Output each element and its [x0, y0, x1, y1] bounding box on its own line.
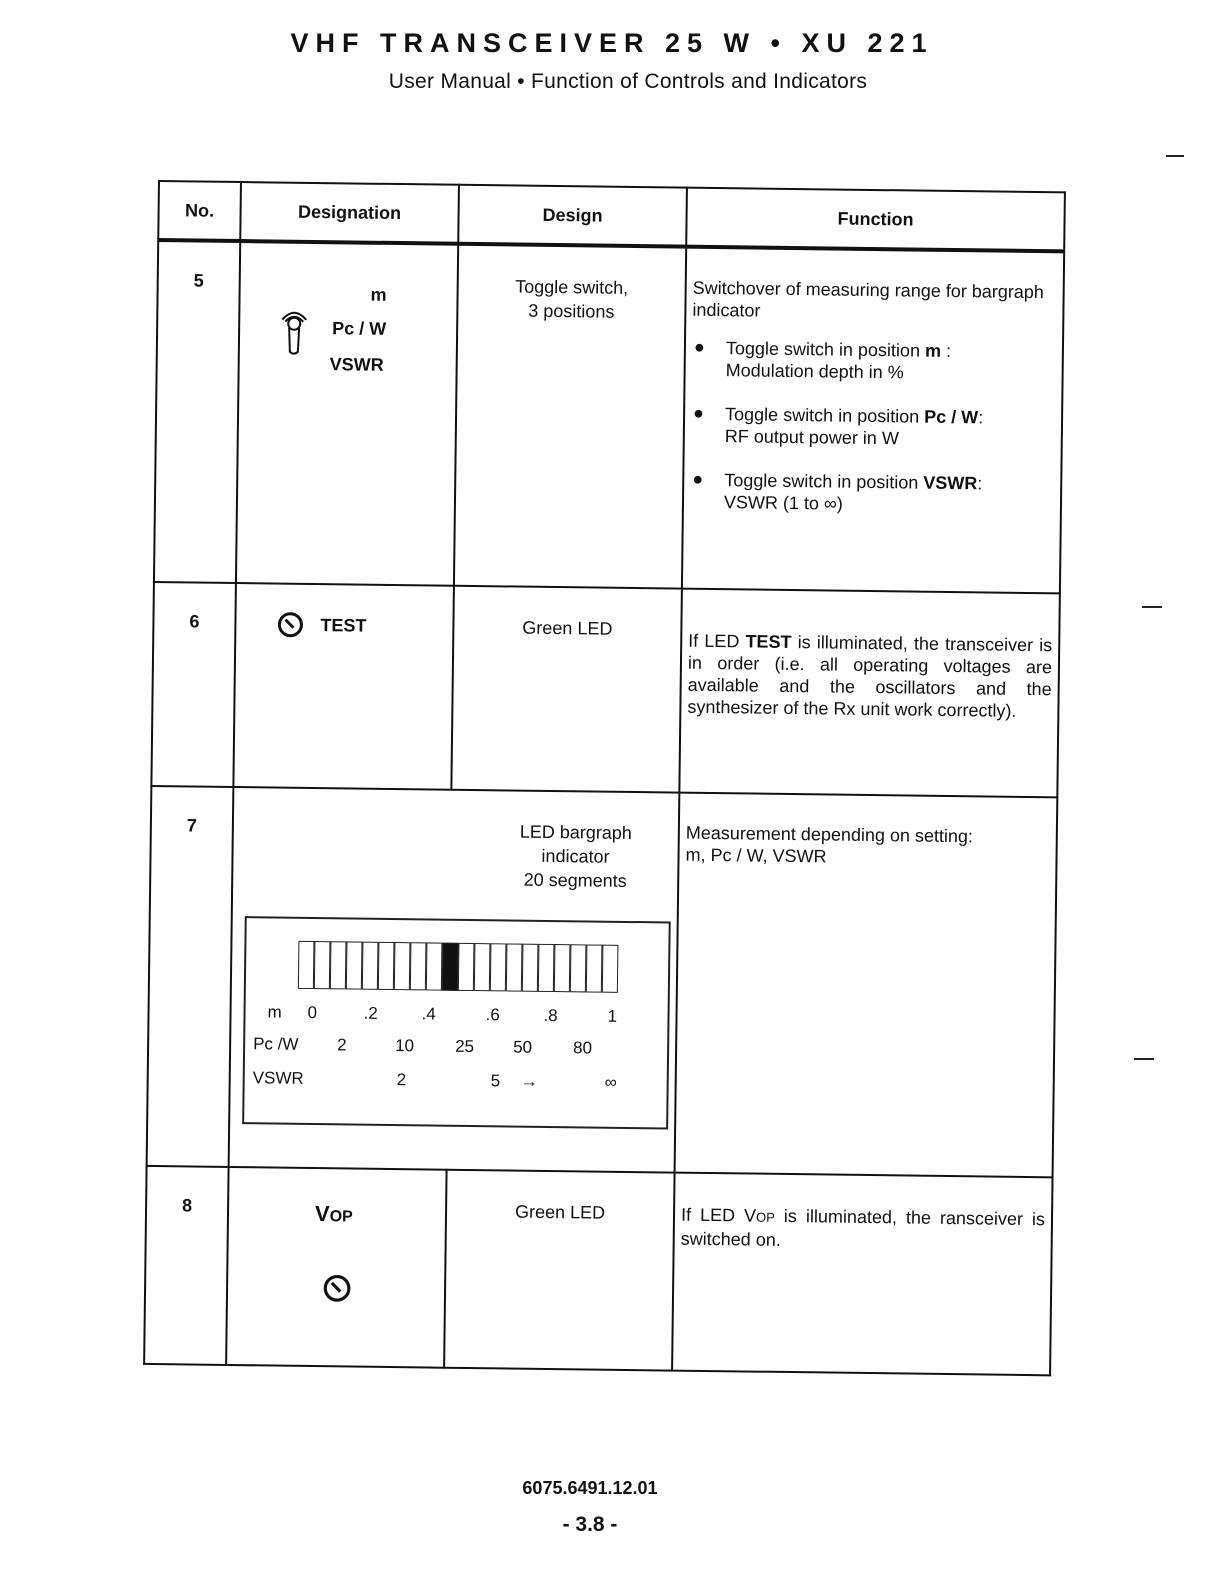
row-number: 8 — [144, 1166, 228, 1365]
margin-mark — [1134, 1058, 1154, 1060]
table-row — [144, 1166, 1052, 1375]
list-item — [692, 337, 1057, 386]
bullet-text: : RF output power in W — [724, 407, 984, 449]
scale-row-m — [245, 1002, 667, 1027]
infinity-icon: ∞ — [604, 1072, 617, 1092]
designation-cell — [236, 241, 458, 586]
list-item — [691, 403, 1056, 452]
design-cell: Green LED — [451, 586, 682, 793]
led-icon — [322, 1273, 352, 1303]
bargraph-segment — [586, 944, 603, 992]
scale-tick: .4 — [421, 1004, 436, 1024]
bargraph-segment — [490, 943, 507, 991]
bullet-text: : VSWR (1 to ∞) — [723, 473, 983, 514]
bullet-text: Toggle switch in position — [725, 338, 926, 361]
scale-name: m — [267, 1002, 282, 1022]
bullet-text: Toggle switch in position — [724, 470, 924, 493]
bargraph-segment — [394, 942, 411, 990]
bargraph-segment — [410, 942, 427, 990]
design-cell: Green LED — [444, 1170, 674, 1371]
switch-position-vswr: VSWR — [329, 354, 384, 375]
scale-row-vswr — [245, 1068, 667, 1093]
table-row — [151, 582, 1059, 797]
bargraph-segment — [362, 942, 379, 990]
bargraph-cell — [229, 787, 680, 1173]
bargraph-segment — [538, 944, 555, 992]
designation-cell — [226, 1167, 446, 1368]
controls-table — [143, 180, 1066, 1376]
document-title: VHF TRANSCEIVER 25 W • XU 221 — [290, 28, 934, 58]
function-cell — [679, 589, 1060, 798]
document-code: 6075.6491.12.01 — [522, 1478, 658, 1498]
vop-sub: OP — [329, 1208, 353, 1226]
scale-tick: 2 — [337, 1035, 347, 1055]
scale-tick: 1 — [607, 1006, 618, 1026]
margin-mark — [1142, 606, 1162, 608]
scale-tick: 25 — [455, 1036, 475, 1057]
bargraph-segment — [602, 945, 619, 993]
toggle-switch-icon — [276, 309, 313, 357]
scale-tick: 10 — [395, 1036, 415, 1056]
bullet-icon: ● — [692, 468, 704, 489]
scale-tick: 5 — [490, 1071, 501, 1091]
function-bold: TEST — [745, 631, 792, 652]
led-label-test: TEST — [320, 615, 367, 636]
scale-tick: 0 — [307, 1002, 318, 1023]
margin-mark — [1166, 155, 1184, 157]
bullet-icon: ● — [693, 336, 705, 357]
scale-tick: .8 — [543, 1005, 558, 1026]
scale-row-pc-w — [245, 1034, 667, 1059]
list-item — [690, 469, 1055, 518]
vop-main: V — [314, 1201, 330, 1227]
switch-position-m: m — [370, 284, 387, 305]
column-header-no: No. — [158, 181, 241, 241]
row-number: 5 — [154, 240, 240, 583]
bullet-bold: Pc / W — [924, 406, 979, 428]
led-icon — [276, 611, 304, 639]
bargraph-segment — [458, 943, 475, 991]
arrow-icon: → — [520, 1071, 538, 1091]
row-number: 7 — [147, 786, 234, 1167]
bargraph-segment — [298, 941, 315, 989]
scale-tick: 2 — [396, 1070, 407, 1090]
bargraph-segment — [378, 942, 395, 990]
column-header-design: Design — [458, 185, 687, 247]
design-cell: Toggle switch, 3 positions — [454, 244, 686, 589]
bullet-text: Toggle switch in position — [724, 404, 925, 427]
bullet-bold: VSWR — [923, 472, 978, 494]
bargraph-segment — [426, 942, 443, 990]
scale-tick: 80 — [573, 1038, 593, 1058]
scale-tick: .6 — [485, 1005, 500, 1025]
bullet-bold: m — [924, 340, 942, 361]
column-header-designation: Designation — [240, 182, 459, 244]
bargraph-segments — [298, 941, 619, 993]
bargraph-segment — [506, 943, 523, 991]
function-text: If LED — [688, 630, 746, 652]
bargraph-segment — [554, 944, 571, 992]
function-intro: Switchover of measuring range for bargraph indicator — [692, 277, 1044, 321]
design-text: LED bargraph indicator 20 segments — [519, 821, 632, 891]
bargraph-segment-lit — [442, 943, 459, 991]
function-text: is illuminated, the transceiver is in order (i.e. all operating voltages are available and the oscillators and the synthesizer of the Rx unit work correctly). — [687, 631, 1053, 721]
switch-position-pc-w: Pc / W — [332, 318, 387, 339]
scale-tick: 50 — [513, 1037, 533, 1057]
scale-tick: .2 — [363, 1003, 378, 1023]
table-row — [154, 240, 1064, 593]
scale-name: VSWR — [252, 1068, 304, 1088]
function-sub: OP — [755, 1209, 775, 1225]
scale-name: Pc /W — [253, 1034, 299, 1054]
page-number: - 3.8 - — [562, 1513, 618, 1536]
led-label-vop — [315, 1201, 353, 1227]
table-row — [147, 786, 1058, 1177]
bargraph-segment — [570, 944, 587, 992]
function-text: is illuminated, the ransceiver is switched on. — [680, 1205, 1046, 1250]
bargraph-segment — [346, 941, 363, 989]
bullet-text: : Modulation depth in % — [725, 340, 952, 383]
column-header-function: Function — [686, 188, 1065, 252]
function-cell — [682, 247, 1064, 594]
document-subtitle: User Manual • Function of Controls and Indicators — [388, 70, 868, 93]
function-cell — [672, 1173, 1052, 1376]
bargraph-segment — [522, 944, 539, 992]
bargraph-segment — [314, 941, 331, 989]
bargraph-segment — [474, 943, 491, 991]
bargraph-indicator — [242, 916, 671, 1129]
function-cell: Measurement depending on setting: m, Pc / W, VSWR — [675, 793, 1058, 1178]
function-text: If LED V — [680, 1204, 757, 1226]
designation-cell — [233, 583, 454, 790]
row-number: 6 — [151, 582, 236, 787]
bargraph-segment — [330, 941, 347, 989]
bullet-icon: ● — [692, 402, 705, 423]
